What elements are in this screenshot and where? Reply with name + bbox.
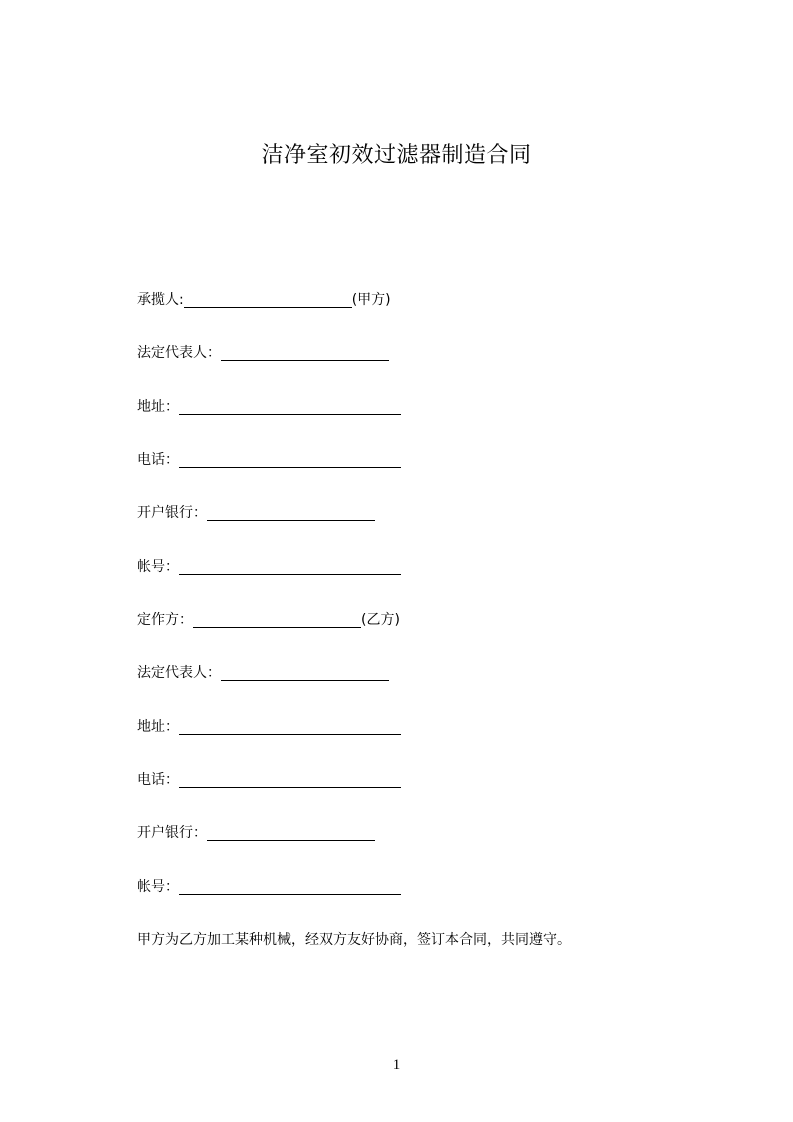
bank-blank (207, 825, 375, 841)
phone-blank (179, 452, 401, 468)
phone-blank (179, 772, 401, 788)
contractor-label: 承揽人: (137, 292, 184, 308)
account-label: 帐号： (137, 879, 179, 895)
bank-label: 开户银行： (137, 825, 207, 841)
party-b-orderer-row (137, 610, 400, 630)
bank-label: 开户银行： (137, 505, 207, 521)
account-label: 帐号： (137, 559, 179, 575)
intro-paragraph: 甲方为乙方加工某种机械，经双方友好协商，签订本合同，共同遵守。 (137, 932, 571, 948)
orderer-label: 定作方： (137, 612, 193, 628)
bank-blank (207, 505, 375, 521)
representative-label: 法定代表人： (137, 345, 221, 361)
party-a-contractor-row (137, 290, 391, 310)
account-blank (179, 879, 401, 895)
address-blank (179, 399, 401, 415)
party-b-bank-row (137, 823, 375, 843)
party-b-account-row (137, 877, 401, 897)
party-a-bank-row (137, 503, 375, 523)
orderer-blank (193, 612, 361, 628)
party-b-suffix: (乙方) (361, 612, 400, 628)
page-number: 1 (392, 1057, 401, 1073)
party-a-phone-row (137, 450, 401, 470)
phone-label: 电话： (137, 772, 179, 788)
contractor-blank (184, 292, 352, 308)
party-b-representative-row (137, 663, 389, 683)
party-a-suffix: (甲方) (351, 292, 391, 308)
address-blank (179, 719, 401, 735)
phone-label: 电话： (137, 452, 179, 468)
party-b-address-row (137, 717, 401, 737)
party-a-representative-row (137, 343, 389, 363)
party-a-address-row (137, 397, 401, 417)
address-label: 地址： (137, 399, 179, 415)
representative-label: 法定代表人： (137, 665, 221, 681)
address-label: 地址： (137, 719, 179, 735)
representative-blank (221, 345, 389, 361)
document-title: 洁净室初效过滤器制造合同 (261, 143, 532, 168)
representative-blank (221, 665, 389, 681)
party-a-account-row (137, 557, 401, 577)
party-b-phone-row (137, 770, 401, 790)
account-blank (179, 559, 401, 575)
